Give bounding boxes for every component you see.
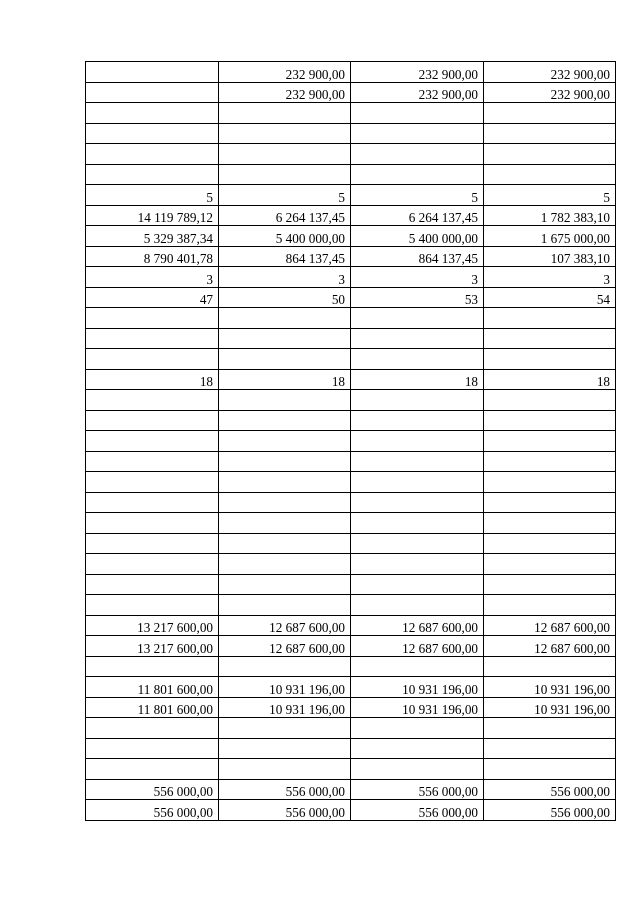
table-cell-col-2 — [219, 759, 351, 780]
table-cell-col-4 — [484, 759, 616, 780]
table-cell-col-3 — [351, 103, 484, 124]
table-cell-col-1 — [86, 718, 219, 739]
table-cell-col-4 — [484, 656, 616, 677]
table-cell-col-1: 5 — [86, 185, 219, 206]
table-cell-col-1 — [86, 82, 219, 103]
table-cell-col-3: 864 137,45 — [351, 246, 484, 267]
table-cell-col-2: 50 — [219, 287, 351, 308]
data-table-body — [86, 62, 616, 821]
table-cell-col-4: 3 — [484, 267, 616, 288]
table-row — [86, 738, 616, 759]
table-row — [86, 410, 616, 431]
table-cell-col-1 — [86, 451, 219, 472]
table-cell-col-3 — [351, 349, 484, 370]
table-cell-col-4: 232 900,00 — [484, 62, 616, 83]
table-cell-col-2: 556 000,00 — [219, 779, 351, 800]
table-cell-col-1 — [86, 144, 219, 165]
table-cell-col-4: 232 900,00 — [484, 82, 616, 103]
table-cell-col-2 — [219, 144, 351, 165]
table-row — [86, 677, 616, 698]
table-cell-col-3: 5 400 000,00 — [351, 226, 484, 247]
table-cell-col-4 — [484, 164, 616, 185]
table-cell-col-1: 13 217 600,00 — [86, 636, 219, 657]
table-cell-col-2: 18 — [219, 369, 351, 390]
table-cell-col-3 — [351, 492, 484, 513]
table-cell-col-1: 13 217 600,00 — [86, 615, 219, 636]
table-cell-col-2 — [219, 410, 351, 431]
table-cell-col-4 — [484, 595, 616, 616]
table-cell-col-2: 10 931 196,00 — [219, 697, 351, 718]
table-row — [86, 533, 616, 554]
table-row — [86, 103, 616, 124]
table-row — [86, 759, 616, 780]
table-cell-col-1: 5 329 387,34 — [86, 226, 219, 247]
table-row — [86, 636, 616, 657]
table-row — [86, 205, 616, 226]
table-cell-col-4: 1 675 000,00 — [484, 226, 616, 247]
table-cell-col-4 — [484, 718, 616, 739]
data-table-container — [85, 61, 616, 821]
table-cell-col-1 — [86, 595, 219, 616]
table-cell-col-4 — [484, 144, 616, 165]
table-cell-col-4: 54 — [484, 287, 616, 308]
table-row — [86, 82, 616, 103]
table-cell-col-4 — [484, 574, 616, 595]
table-row — [86, 697, 616, 718]
table-cell-col-2: 232 900,00 — [219, 82, 351, 103]
table-cell-col-1 — [86, 513, 219, 534]
table-cell-col-1: 18 — [86, 369, 219, 390]
table-cell-col-1 — [86, 554, 219, 575]
table-cell-col-3: 53 — [351, 287, 484, 308]
table-cell-col-1: 556 000,00 — [86, 800, 219, 821]
table-row — [86, 164, 616, 185]
table-cell-col-1 — [86, 738, 219, 759]
table-cell-col-2 — [219, 164, 351, 185]
table-cell-col-2 — [219, 349, 351, 370]
table-row — [86, 656, 616, 677]
table-cell-col-4 — [484, 390, 616, 411]
table-cell-col-4 — [484, 410, 616, 431]
table-cell-col-4 — [484, 738, 616, 759]
table-cell-col-2 — [219, 656, 351, 677]
table-cell-col-4: 10 931 196,00 — [484, 697, 616, 718]
table-row — [86, 718, 616, 739]
table-cell-col-2 — [219, 103, 351, 124]
table-cell-col-2 — [219, 451, 351, 472]
table-cell-col-2 — [219, 328, 351, 349]
table-cell-col-3: 12 687 600,00 — [351, 636, 484, 657]
table-cell-col-3 — [351, 472, 484, 493]
table-cell-col-4 — [484, 103, 616, 124]
table-cell-col-2: 5 400 000,00 — [219, 226, 351, 247]
table-cell-col-3 — [351, 328, 484, 349]
table-cell-col-1: 8 790 401,78 — [86, 246, 219, 267]
table-cell-col-3 — [351, 451, 484, 472]
table-row — [86, 390, 616, 411]
table-row — [86, 144, 616, 165]
table-cell-col-3 — [351, 431, 484, 452]
table-cell-col-2: 3 — [219, 267, 351, 288]
table-row — [86, 574, 616, 595]
table-row — [86, 328, 616, 349]
table-cell-col-3 — [351, 533, 484, 554]
table-cell-col-1: 11 801 600,00 — [86, 697, 219, 718]
table-cell-col-2 — [219, 390, 351, 411]
table-cell-col-3 — [351, 123, 484, 144]
table-cell-col-2 — [219, 513, 351, 534]
table-cell-col-3 — [351, 574, 484, 595]
table-row — [86, 615, 616, 636]
table-cell-col-2: 6 264 137,45 — [219, 205, 351, 226]
table-row — [86, 431, 616, 452]
table-cell-col-1 — [86, 492, 219, 513]
table-row — [86, 554, 616, 575]
table-cell-col-1 — [86, 431, 219, 452]
table-row — [86, 267, 616, 288]
table-cell-col-2 — [219, 533, 351, 554]
table-cell-col-4: 18 — [484, 369, 616, 390]
table-cell-col-1: 14 119 789,12 — [86, 205, 219, 226]
table-cell-col-3 — [351, 595, 484, 616]
table-cell-col-2: 232 900,00 — [219, 62, 351, 83]
table-cell-col-4: 556 000,00 — [484, 779, 616, 800]
table-row — [86, 800, 616, 821]
table-cell-col-2: 5 — [219, 185, 351, 206]
table-cell-col-3 — [351, 390, 484, 411]
table-cell-col-1: 47 — [86, 287, 219, 308]
table-cell-col-3 — [351, 738, 484, 759]
table-cell-col-2: 12 687 600,00 — [219, 615, 351, 636]
table-cell-col-3 — [351, 410, 484, 431]
table-row — [86, 492, 616, 513]
table-cell-col-1 — [86, 123, 219, 144]
table-cell-col-4 — [484, 533, 616, 554]
table-cell-col-3: 10 931 196,00 — [351, 697, 484, 718]
table-cell-col-2 — [219, 718, 351, 739]
table-cell-col-4: 5 — [484, 185, 616, 206]
table-cell-col-3 — [351, 308, 484, 329]
table-row — [86, 451, 616, 472]
table-cell-col-4 — [484, 554, 616, 575]
table-cell-col-3 — [351, 759, 484, 780]
table-cell-col-3: 556 000,00 — [351, 800, 484, 821]
table-cell-col-1 — [86, 533, 219, 554]
table-cell-col-4: 556 000,00 — [484, 800, 616, 821]
table-row — [86, 185, 616, 206]
table-cell-col-3: 3 — [351, 267, 484, 288]
table-cell-col-3 — [351, 164, 484, 185]
table-cell-col-4: 1 782 383,10 — [484, 205, 616, 226]
table-cell-col-3: 5 — [351, 185, 484, 206]
table-cell-col-2 — [219, 738, 351, 759]
table-cell-col-2 — [219, 574, 351, 595]
table-cell-col-3 — [351, 144, 484, 165]
table-cell-col-2: 864 137,45 — [219, 246, 351, 267]
table-cell-col-1 — [86, 349, 219, 370]
table-cell-col-1 — [86, 574, 219, 595]
table-cell-col-3: 232 900,00 — [351, 82, 484, 103]
table-cell-col-2 — [219, 308, 351, 329]
table-cell-col-3 — [351, 656, 484, 677]
table-cell-col-3: 232 900,00 — [351, 62, 484, 83]
table-cell-col-3: 556 000,00 — [351, 779, 484, 800]
table-cell-col-4 — [484, 472, 616, 493]
table-cell-col-2 — [219, 595, 351, 616]
table-cell-col-3: 6 264 137,45 — [351, 205, 484, 226]
table-cell-col-1: 3 — [86, 267, 219, 288]
table-cell-col-1 — [86, 164, 219, 185]
table-row — [86, 472, 616, 493]
table-row — [86, 779, 616, 800]
data-table — [85, 61, 616, 821]
table-cell-col-1 — [86, 410, 219, 431]
table-cell-col-1 — [86, 308, 219, 329]
table-cell-col-1 — [86, 656, 219, 677]
table-cell-col-4: 12 687 600,00 — [484, 615, 616, 636]
table-cell-col-1 — [86, 103, 219, 124]
table-cell-col-3: 10 931 196,00 — [351, 677, 484, 698]
table-row — [86, 226, 616, 247]
table-cell-col-3 — [351, 718, 484, 739]
table-cell-col-4 — [484, 451, 616, 472]
table-cell-col-3 — [351, 513, 484, 534]
table-cell-col-2: 556 000,00 — [219, 800, 351, 821]
table-row — [86, 595, 616, 616]
table-row — [86, 287, 616, 308]
table-cell-col-4 — [484, 123, 616, 144]
table-cell-col-3: 18 — [351, 369, 484, 390]
table-cell-col-2: 12 687 600,00 — [219, 636, 351, 657]
table-row — [86, 369, 616, 390]
table-cell-col-2 — [219, 492, 351, 513]
table-cell-col-2 — [219, 472, 351, 493]
table-cell-col-3 — [351, 554, 484, 575]
table-cell-col-4 — [484, 349, 616, 370]
table-cell-col-2 — [219, 123, 351, 144]
table-cell-col-2 — [219, 431, 351, 452]
table-row — [86, 349, 616, 370]
table-cell-col-1 — [86, 62, 219, 83]
table-cell-col-1 — [86, 390, 219, 411]
table-cell-col-1: 11 801 600,00 — [86, 677, 219, 698]
table-cell-col-1 — [86, 472, 219, 493]
table-cell-col-4: 10 931 196,00 — [484, 677, 616, 698]
table-cell-col-4 — [484, 492, 616, 513]
table-cell-col-4: 107 383,10 — [484, 246, 616, 267]
table-cell-col-4 — [484, 431, 616, 452]
table-row — [86, 246, 616, 267]
table-cell-col-4 — [484, 328, 616, 349]
table-cell-col-2: 10 931 196,00 — [219, 677, 351, 698]
table-row — [86, 513, 616, 534]
table-cell-col-4 — [484, 308, 616, 329]
table-row — [86, 123, 616, 144]
table-cell-col-2 — [219, 554, 351, 575]
table-cell-col-4: 12 687 600,00 — [484, 636, 616, 657]
table-row — [86, 62, 616, 83]
table-cell-col-1 — [86, 759, 219, 780]
table-row — [86, 308, 616, 329]
table-cell-col-4 — [484, 513, 616, 534]
table-cell-col-3: 12 687 600,00 — [351, 615, 484, 636]
table-cell-col-1: 556 000,00 — [86, 779, 219, 800]
table-cell-col-1 — [86, 328, 219, 349]
